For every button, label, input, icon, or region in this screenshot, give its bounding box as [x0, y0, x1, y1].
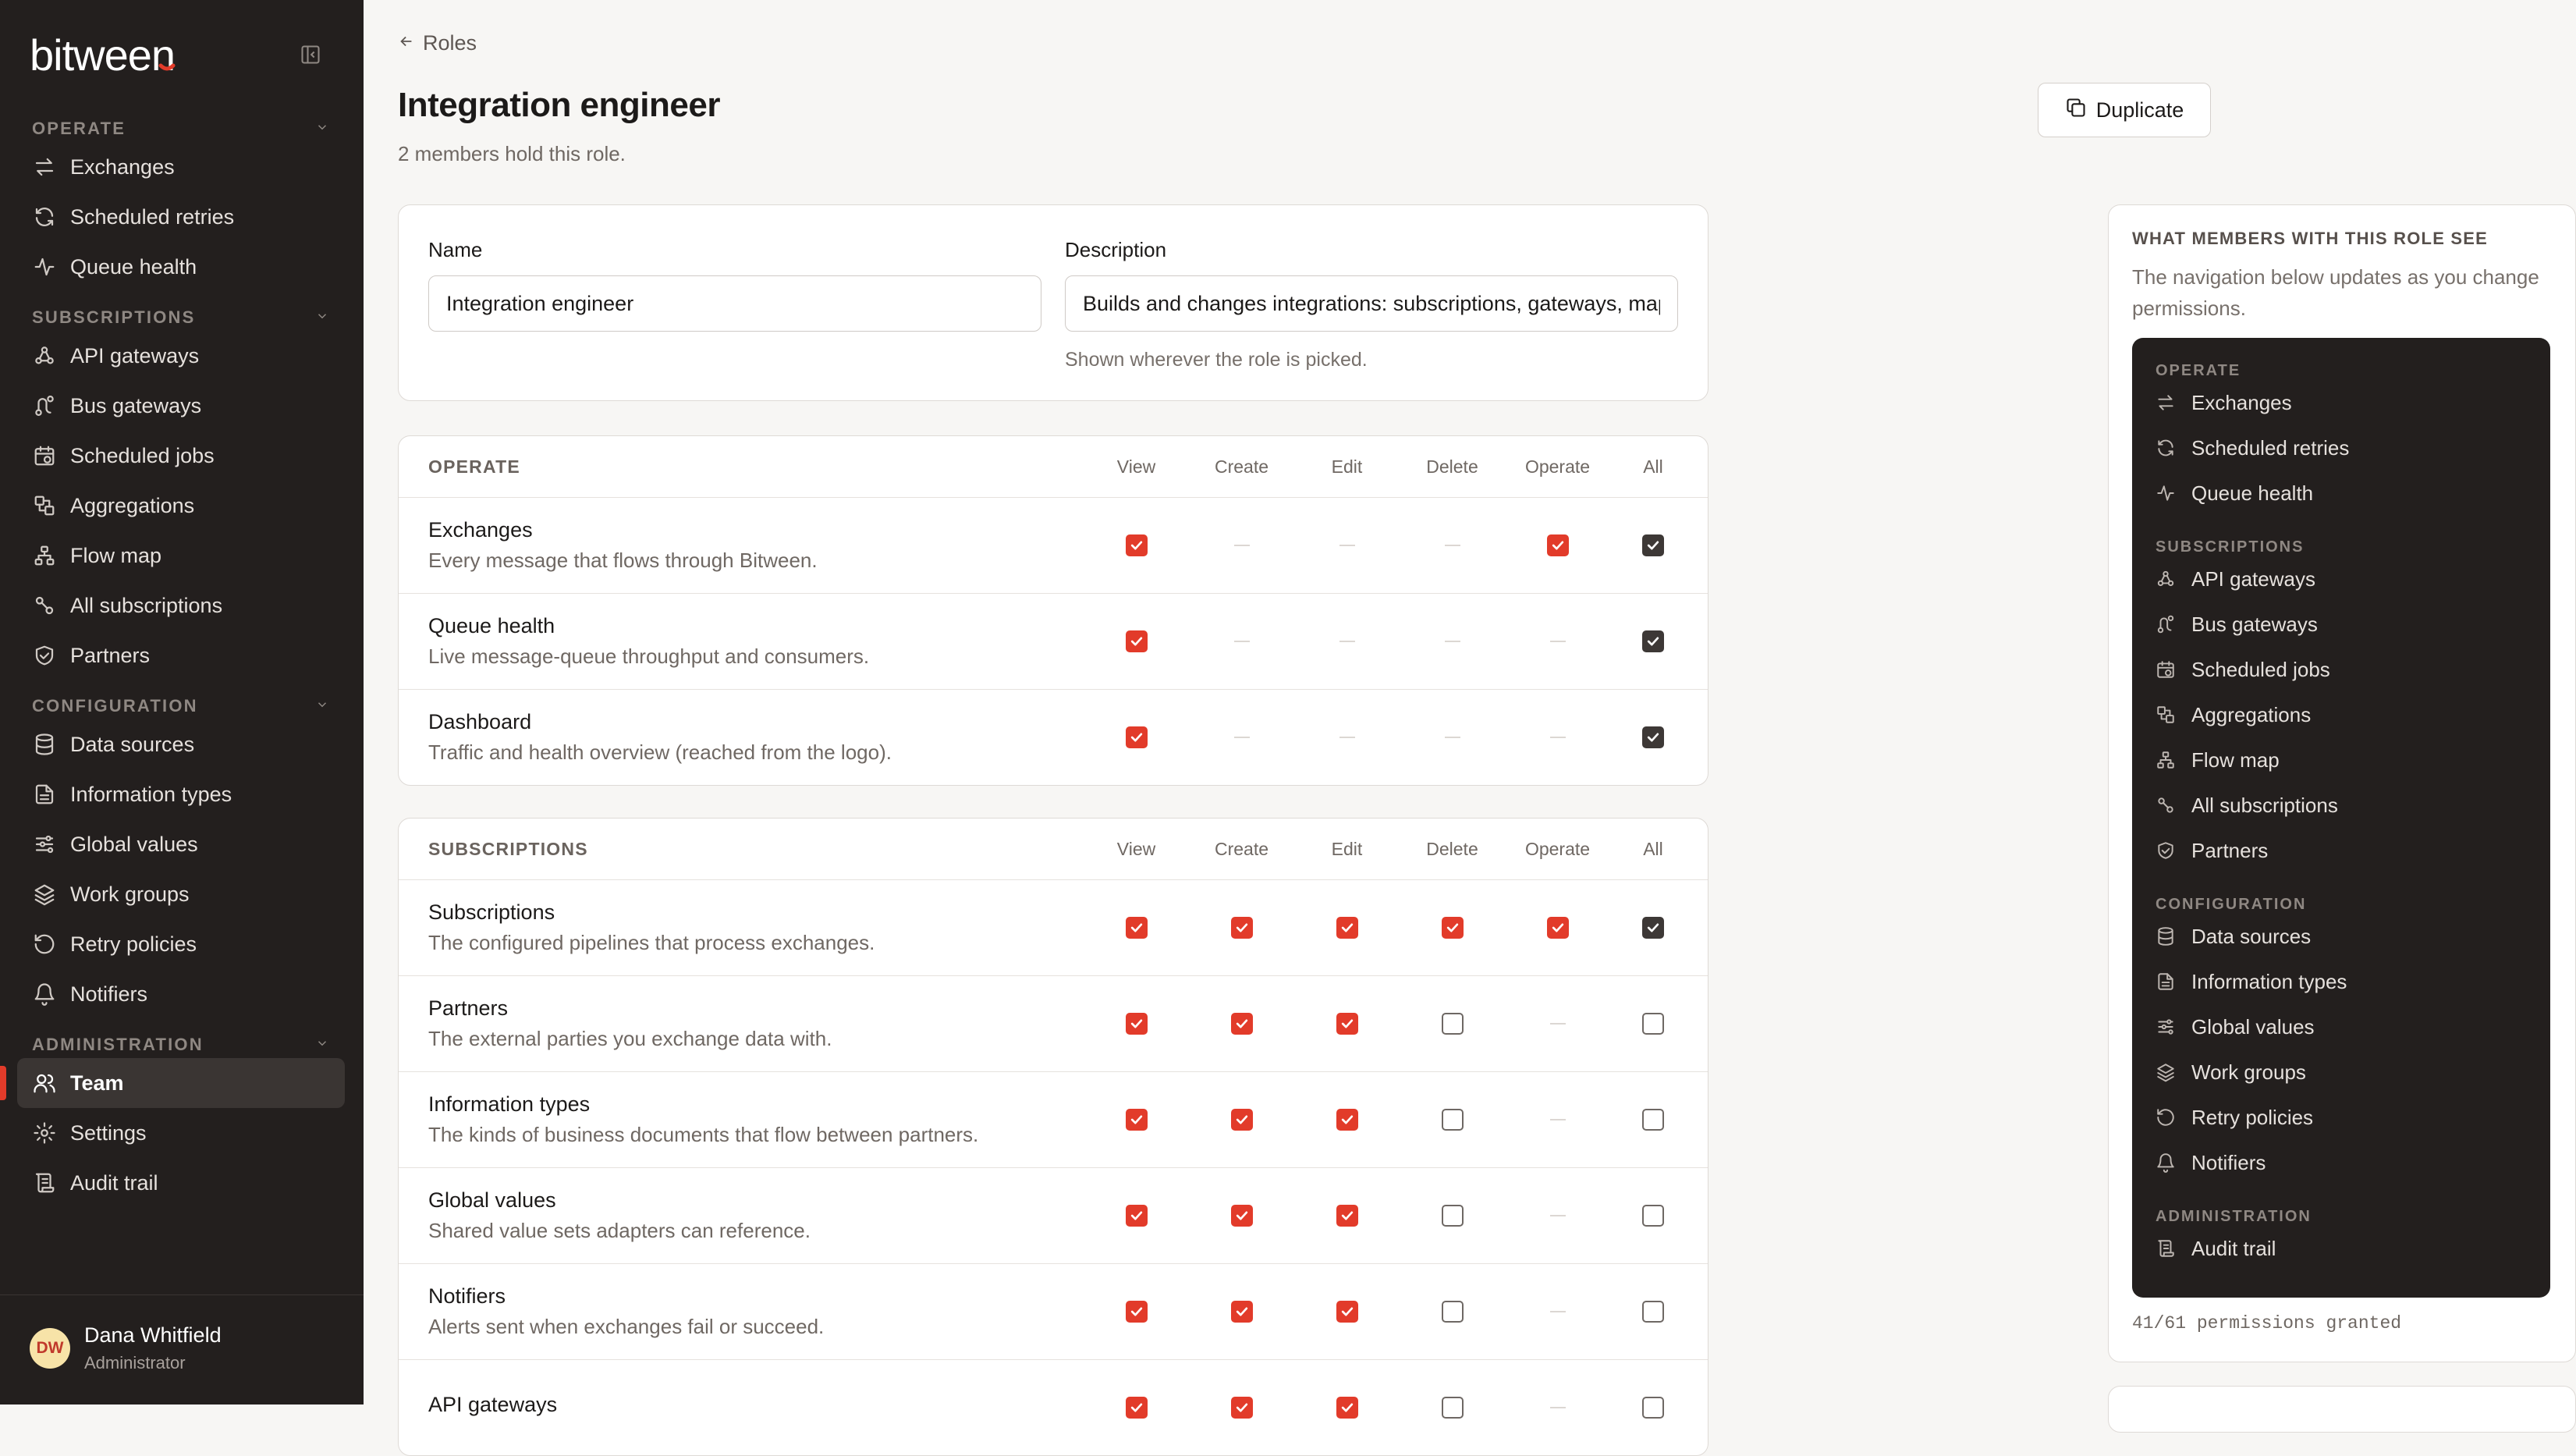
- sidebar-item-exchanges[interactable]: [0, 142, 364, 192]
- preview-item-label: Exchanges: [2191, 390, 2292, 414]
- sidebar-item-label: Information types: [70, 782, 232, 806]
- column-header-all: All: [1643, 838, 1663, 859]
- sidebar-item-audit-trail[interactable]: [0, 1158, 364, 1208]
- sidebar-item-label: Work groups: [70, 882, 190, 906]
- rotate-ccw-icon: [33, 932, 56, 956]
- pulse-icon: [33, 255, 56, 279]
- nav-group-label: OPERATE: [32, 119, 126, 138]
- nav-group-label: CONFIGURATION: [32, 696, 198, 716]
- permission-name: Dashboard: [428, 710, 532, 733]
- sidebar-collapse-icon[interactable]: [300, 44, 321, 66]
- permissions-header: [399, 819, 1708, 880]
- checkbox-edit[interactable]: [1336, 1109, 1358, 1131]
- preview-item-label: Queue health: [2191, 481, 2314, 505]
- preview-item-information-types: [2132, 959, 2550, 1004]
- not-applicable-dash: [1339, 737, 1355, 738]
- permission-row-information-types: [399, 1072, 1708, 1168]
- refresh-icon: [2156, 438, 2176, 458]
- checkbox-edit[interactable]: [1336, 1205, 1358, 1227]
- back-link-label: Roles: [423, 31, 477, 55]
- checkbox-delete[interactable]: [1442, 1397, 1464, 1419]
- permissions-header: [399, 436, 1708, 498]
- permission-description: The kinds of business documents that flow between partners.: [428, 1123, 979, 1146]
- column-header-all: All: [1643, 456, 1663, 477]
- layers-icon: [33, 882, 56, 906]
- nav-group-administration[interactable]: [0, 1032, 364, 1058]
- preview-group-subscriptions: SUBSCRIPTIONS: [2156, 538, 2305, 556]
- chevron-down-icon: [315, 307, 329, 328]
- subscription-icon: [33, 594, 56, 617]
- sitemap-icon: [33, 544, 56, 567]
- sidebar-item-team[interactable]: [17, 1058, 345, 1108]
- not-applicable-dash: [1234, 641, 1250, 642]
- not-applicable-dash: [1550, 1023, 1566, 1025]
- preview-item-bus-gateways: [2132, 602, 2550, 647]
- not-applicable-dash: [1550, 641, 1566, 642]
- permission-description: Live message-queue throughput and consumers.: [428, 645, 870, 668]
- database-icon: [33, 733, 56, 756]
- main-content: [364, 0, 2539, 1416]
- active-indicator: [0, 1066, 6, 1100]
- checkbox-view[interactable]: [1126, 1397, 1148, 1419]
- sliders-icon: [2156, 1017, 2176, 1037]
- file-text-icon: [2156, 971, 2176, 992]
- checkbox-view[interactable]: [1126, 726, 1148, 748]
- permission-description: The configured pipelines that process exchanges.: [428, 931, 875, 954]
- column-header-edit: Edit: [1331, 838, 1363, 859]
- preview-item-label: Bus gateways: [2191, 612, 2318, 636]
- sidebar-item-label: Settings: [70, 1120, 147, 1145]
- copy-icon: [2065, 97, 2087, 124]
- preview-item-api-gateways: [2132, 556, 2550, 602]
- preview-group-administration: ADMINISTRATION: [2156, 1208, 2312, 1225]
- permission-name: API gateways: [428, 1392, 558, 1416]
- preview-item-label: Scheduled retries: [2191, 435, 2350, 460]
- preview-item-global-values: [2132, 1004, 2550, 1049]
- preview-item-aggregations: [2132, 692, 2550, 737]
- not-applicable-dash: [1234, 737, 1250, 738]
- description-hint: Shown wherever the role is picked.: [1065, 349, 1368, 371]
- permission-description: Alerts sent when exchanges fail or succeed.: [428, 1315, 825, 1338]
- preview-item-queue-health: [2132, 471, 2550, 516]
- checkbox-edit[interactable]: [1336, 917, 1358, 939]
- user-role: Administrator: [84, 1353, 186, 1373]
- column-header-delete: Delete: [1426, 456, 1478, 477]
- bell-icon: [2156, 1152, 2176, 1173]
- arrow-left-icon: [398, 31, 415, 55]
- description-label: Description: [1065, 238, 1167, 261]
- checkbox-create[interactable]: [1231, 1301, 1253, 1323]
- permission-row-subscriptions: [399, 880, 1708, 976]
- checkbox-create[interactable]: [1231, 1013, 1253, 1035]
- permission-description: Shared value sets adapters can reference.: [428, 1219, 811, 1242]
- permission-name: Subscriptions: [428, 900, 555, 924]
- layers-icon: [2156, 1062, 2176, 1082]
- permission-row-notifiers: [399, 1264, 1708, 1360]
- sidebar-item-data-sources[interactable]: [0, 719, 364, 769]
- users-icon: [33, 1071, 56, 1095]
- sidebar-item-information-types[interactable]: [0, 769, 364, 819]
- checkbox-all[interactable]: [1642, 917, 1664, 939]
- section-title: SUBSCRIPTIONS: [428, 838, 588, 859]
- preview-item-label: Work groups: [2191, 1060, 2306, 1084]
- svg-text:bitween: bitween: [30, 30, 176, 80]
- permission-name: Exchanges: [428, 518, 533, 542]
- permission-row-exchanges: [399, 498, 1708, 594]
- scroll-icon: [33, 1171, 56, 1195]
- checkbox-all[interactable]: [1642, 1205, 1664, 1227]
- route-icon: [2156, 614, 2176, 634]
- nav-group-label: SUBSCRIPTIONS: [32, 307, 196, 327]
- preview-item-notifiers: [2132, 1140, 2550, 1185]
- column-header-delete: Delete: [1426, 838, 1478, 859]
- bell-icon: [33, 982, 56, 1006]
- not-applicable-dash: [1550, 1311, 1566, 1312]
- sidebar-item-work-groups[interactable]: [0, 869, 364, 919]
- preview-item-label: API gateways: [2191, 566, 2315, 591]
- role-name-input[interactable]: [428, 275, 1041, 332]
- preview-item-retry-policies: [2132, 1095, 2550, 1140]
- permission-name: Global values: [428, 1188, 556, 1212]
- permissions-count: 41/61 permissions granted: [2132, 1313, 2402, 1333]
- sidebar-item-label: Queue health: [70, 254, 197, 279]
- not-applicable-dash: [1339, 641, 1355, 642]
- preview-item-exchanges: [2132, 380, 2550, 425]
- checkbox-delete[interactable]: [1442, 917, 1464, 939]
- preview-subtitle: The navigation below updates as you change permissions.: [2132, 265, 2539, 320]
- sidebar-item-partners[interactable]: [0, 630, 364, 680]
- section-title: OPERATE: [428, 456, 520, 477]
- sidebar-item-label: Bus gateways: [70, 393, 202, 417]
- sidebar-item-label: Notifiers: [70, 982, 148, 1006]
- sidebar-item-settings[interactable]: [0, 1108, 364, 1158]
- bitween-logo[interactable]: [30, 31, 225, 82]
- column-header-create: Create: [1214, 838, 1269, 859]
- permissions-section-operate: [398, 435, 1708, 786]
- nav-group-subscriptions[interactable]: [0, 304, 364, 331]
- preview-title: WHAT MEMBERS WITH THIS ROLE SEE: [2132, 229, 2489, 248]
- page-subtitle: 2 members hold this role.: [398, 142, 626, 165]
- preview-group-configuration: CONFIGURATION: [2156, 896, 2307, 913]
- sidebar-item-label: Aggregations: [70, 493, 195, 517]
- handshake-icon: [2156, 840, 2176, 861]
- preview-group-operate: OPERATE: [2156, 362, 2241, 379]
- checkbox-all[interactable]: [1642, 630, 1664, 652]
- preview-item-work-groups: [2132, 1049, 2550, 1095]
- checkbox-create[interactable]: [1231, 1397, 1253, 1419]
- preview-item-label: Notifiers: [2191, 1150, 2266, 1174]
- checkbox-all[interactable]: [1642, 1301, 1664, 1323]
- permission-row-global-values: [399, 1168, 1708, 1264]
- sidebar-item-label: Team: [70, 1071, 124, 1095]
- sidebar-item-label: Flow map: [70, 543, 162, 567]
- column-header-edit: Edit: [1331, 456, 1363, 477]
- preview-item-label: Information types: [2191, 969, 2347, 993]
- column-header-create: Create: [1214, 456, 1269, 477]
- not-applicable-dash: [1445, 737, 1460, 738]
- sidebar-item-global-values[interactable]: [0, 819, 364, 869]
- subscription-icon: [2156, 795, 2176, 815]
- checkbox-create[interactable]: [1231, 917, 1253, 939]
- preview-item-label: Partners: [2191, 838, 2269, 862]
- sidebar-nav: [0, 115, 364, 1208]
- permission-name: Notifiers: [428, 1284, 506, 1308]
- sidebar-item-label: Retry policies: [70, 932, 197, 956]
- checkbox-create[interactable]: [1231, 1205, 1253, 1227]
- checkbox-all[interactable]: [1642, 726, 1664, 748]
- arrows-swap-icon: [2156, 392, 2176, 413]
- sidebar-item-label: Data sources: [70, 732, 195, 756]
- sidebar-item-all-subscriptions[interactable]: [0, 581, 364, 630]
- checkbox-operate[interactable]: [1547, 917, 1569, 939]
- permission-row-api-gateways: [399, 1360, 1708, 1455]
- sidebar-item-label: API gateways: [70, 343, 200, 368]
- sidebar-item-flow-map[interactable]: [0, 531, 364, 581]
- permissions-section-subscriptions: [398, 818, 1708, 1456]
- duplicate-button[interactable]: [2038, 83, 2211, 137]
- not-applicable-dash: [1550, 1407, 1566, 1408]
- preview-item-label: Scheduled jobs: [2191, 657, 2330, 681]
- preview-item-label: Aggregations: [2191, 702, 2312, 726]
- file-text-icon: [33, 783, 56, 806]
- page-title: Integration engineer: [398, 86, 720, 124]
- checkbox-create[interactable]: [1231, 1109, 1253, 1131]
- checkbox-delete[interactable]: [1442, 1205, 1464, 1227]
- next-card: [2108, 1386, 2576, 1433]
- preview-item-label: Audit trail: [2191, 1236, 2276, 1260]
- nav-group-configuration[interactable]: [0, 693, 364, 719]
- checkbox-view[interactable]: [1126, 630, 1148, 652]
- permission-row-queue-health: [399, 594, 1708, 690]
- user-name: Dana Whitfield: [84, 1323, 222, 1347]
- database-icon: [2156, 926, 2176, 946]
- permission-description: Traffic and health overview (reached from the logo).: [428, 740, 892, 764]
- permission-row-partners: [399, 976, 1708, 1072]
- column-header-view: View: [1116, 838, 1156, 859]
- not-applicable-dash: [1550, 1119, 1566, 1120]
- column-header-view: View: [1116, 456, 1156, 477]
- handshake-icon: [33, 644, 56, 667]
- checkbox-view[interactable]: [1126, 1013, 1148, 1035]
- sidebar-item-notifiers[interactable]: [0, 969, 364, 1019]
- merge-icon: [33, 494, 56, 517]
- nav-group-label: ADMINISTRATION: [32, 1035, 204, 1054]
- avatar: DW: [30, 1328, 70, 1369]
- sidebar-item-label: Partners: [70, 643, 151, 667]
- user-menu[interactable]: [0, 1294, 364, 1405]
- arrows-swap-icon: [33, 155, 56, 179]
- permission-description: Every message that flows through Bitween.: [428, 549, 818, 572]
- sidebar-item-label: Global values: [70, 832, 198, 856]
- preview-item-scheduled-retries: [2132, 425, 2550, 471]
- preview-item-data-sources: [2132, 914, 2550, 959]
- checkbox-all[interactable]: [1642, 534, 1664, 556]
- permission-row-dashboard: [399, 690, 1708, 785]
- checkbox-view[interactable]: [1126, 1109, 1148, 1131]
- sidebar-item-aggregations[interactable]: [0, 481, 364, 531]
- preview-item-label: Global values: [2191, 1014, 2315, 1039]
- permission-name: Partners: [428, 996, 509, 1020]
- preview-item-label: Data sources: [2191, 924, 2312, 948]
- pulse-icon: [2156, 483, 2176, 503]
- checkbox-delete[interactable]: [1442, 1013, 1464, 1035]
- not-applicable-dash: [1339, 545, 1355, 546]
- preview-item-label: Flow map: [2191, 748, 2280, 772]
- checkbox-all[interactable]: [1642, 1397, 1664, 1419]
- sidebar: [0, 0, 364, 1405]
- webhook-icon: [2156, 569, 2176, 589]
- preview-item-flow-map: [2132, 737, 2550, 783]
- column-header-operate: Operate: [1524, 456, 1591, 477]
- role-details-card: [398, 204, 1708, 401]
- not-applicable-dash: [1550, 737, 1566, 738]
- chevron-down-icon: [315, 119, 329, 139]
- sidebar-item-label: Scheduled jobs: [70, 443, 215, 467]
- preview-item-audit-trail: [2132, 1226, 2550, 1271]
- preview-item-label: All subscriptions: [2191, 793, 2338, 817]
- checkbox-delete[interactable]: [1442, 1109, 1464, 1131]
- chevron-down-icon: [315, 696, 329, 716]
- sidebar-item-queue-health[interactable]: [0, 242, 364, 292]
- sidebar-item-scheduled-retries[interactable]: [0, 192, 364, 242]
- webhook-icon: [33, 344, 56, 368]
- back-to-roles-link[interactable]: [398, 31, 477, 55]
- sidebar-item-scheduled-jobs[interactable]: [0, 431, 364, 481]
- scroll-icon: [2156, 1238, 2176, 1259]
- checkbox-edit[interactable]: [1336, 1397, 1358, 1419]
- checkbox-delete[interactable]: [1442, 1301, 1464, 1323]
- preview-navigation: [2132, 338, 2550, 1298]
- preview-item-scheduled-jobs: [2132, 647, 2550, 692]
- checkbox-view[interactable]: [1126, 1205, 1148, 1227]
- not-applicable-dash: [1550, 1215, 1566, 1216]
- nav-group-operate[interactable]: [0, 115, 364, 142]
- calendar-clock-icon: [2156, 659, 2176, 680]
- checkbox-view[interactable]: [1126, 534, 1148, 556]
- rotate-ccw-icon: [2156, 1107, 2176, 1128]
- chevron-down-icon: [315, 1035, 329, 1055]
- not-applicable-dash: [1445, 641, 1460, 642]
- sitemap-icon: [2156, 750, 2176, 770]
- checkbox-operate[interactable]: [1547, 534, 1569, 556]
- refresh-icon: [33, 205, 56, 229]
- duplicate-label: Duplicate: [2095, 98, 2184, 122]
- merge-icon: [2156, 705, 2176, 725]
- calendar-clock-icon: [33, 444, 56, 467]
- sidebar-item-api-gateways[interactable]: [0, 331, 364, 381]
- column-header-operate: Operate: [1524, 838, 1591, 859]
- role-preview-card: [2108, 204, 2576, 1362]
- route-icon: [33, 394, 56, 417]
- permission-name: Information types: [428, 1092, 591, 1116]
- checkbox-edit[interactable]: [1336, 1013, 1358, 1035]
- sliders-icon: [33, 833, 56, 856]
- sidebar-item-label: Exchanges: [70, 154, 175, 179]
- not-applicable-dash: [1234, 545, 1250, 546]
- checkbox-all[interactable]: [1642, 1013, 1664, 1035]
- checkbox-all[interactable]: [1642, 1109, 1664, 1131]
- not-applicable-dash: [1445, 545, 1460, 546]
- sidebar-item-bus-gateways[interactable]: [0, 381, 364, 431]
- role-description-input[interactable]: [1065, 275, 1678, 332]
- name-label: Name: [428, 238, 483, 261]
- sidebar-item-label: Scheduled retries: [70, 204, 235, 229]
- checkbox-view[interactable]: [1126, 1301, 1148, 1323]
- preview-item-partners: [2132, 828, 2550, 873]
- permission-name: Queue health: [428, 614, 555, 637]
- permission-description: The external parties you exchange data with.: [428, 1027, 832, 1050]
- gear-icon: [33, 1121, 56, 1145]
- preview-item-label: Retry policies: [2191, 1105, 2314, 1129]
- sidebar-item-label: Audit trail: [70, 1170, 158, 1195]
- preview-item-all-subscriptions: [2132, 783, 2550, 828]
- sidebar-item-retry-policies[interactable]: [0, 919, 364, 969]
- checkbox-view[interactable]: [1126, 917, 1148, 939]
- sidebar-item-label: All subscriptions: [70, 593, 223, 617]
- checkbox-edit[interactable]: [1336, 1301, 1358, 1323]
